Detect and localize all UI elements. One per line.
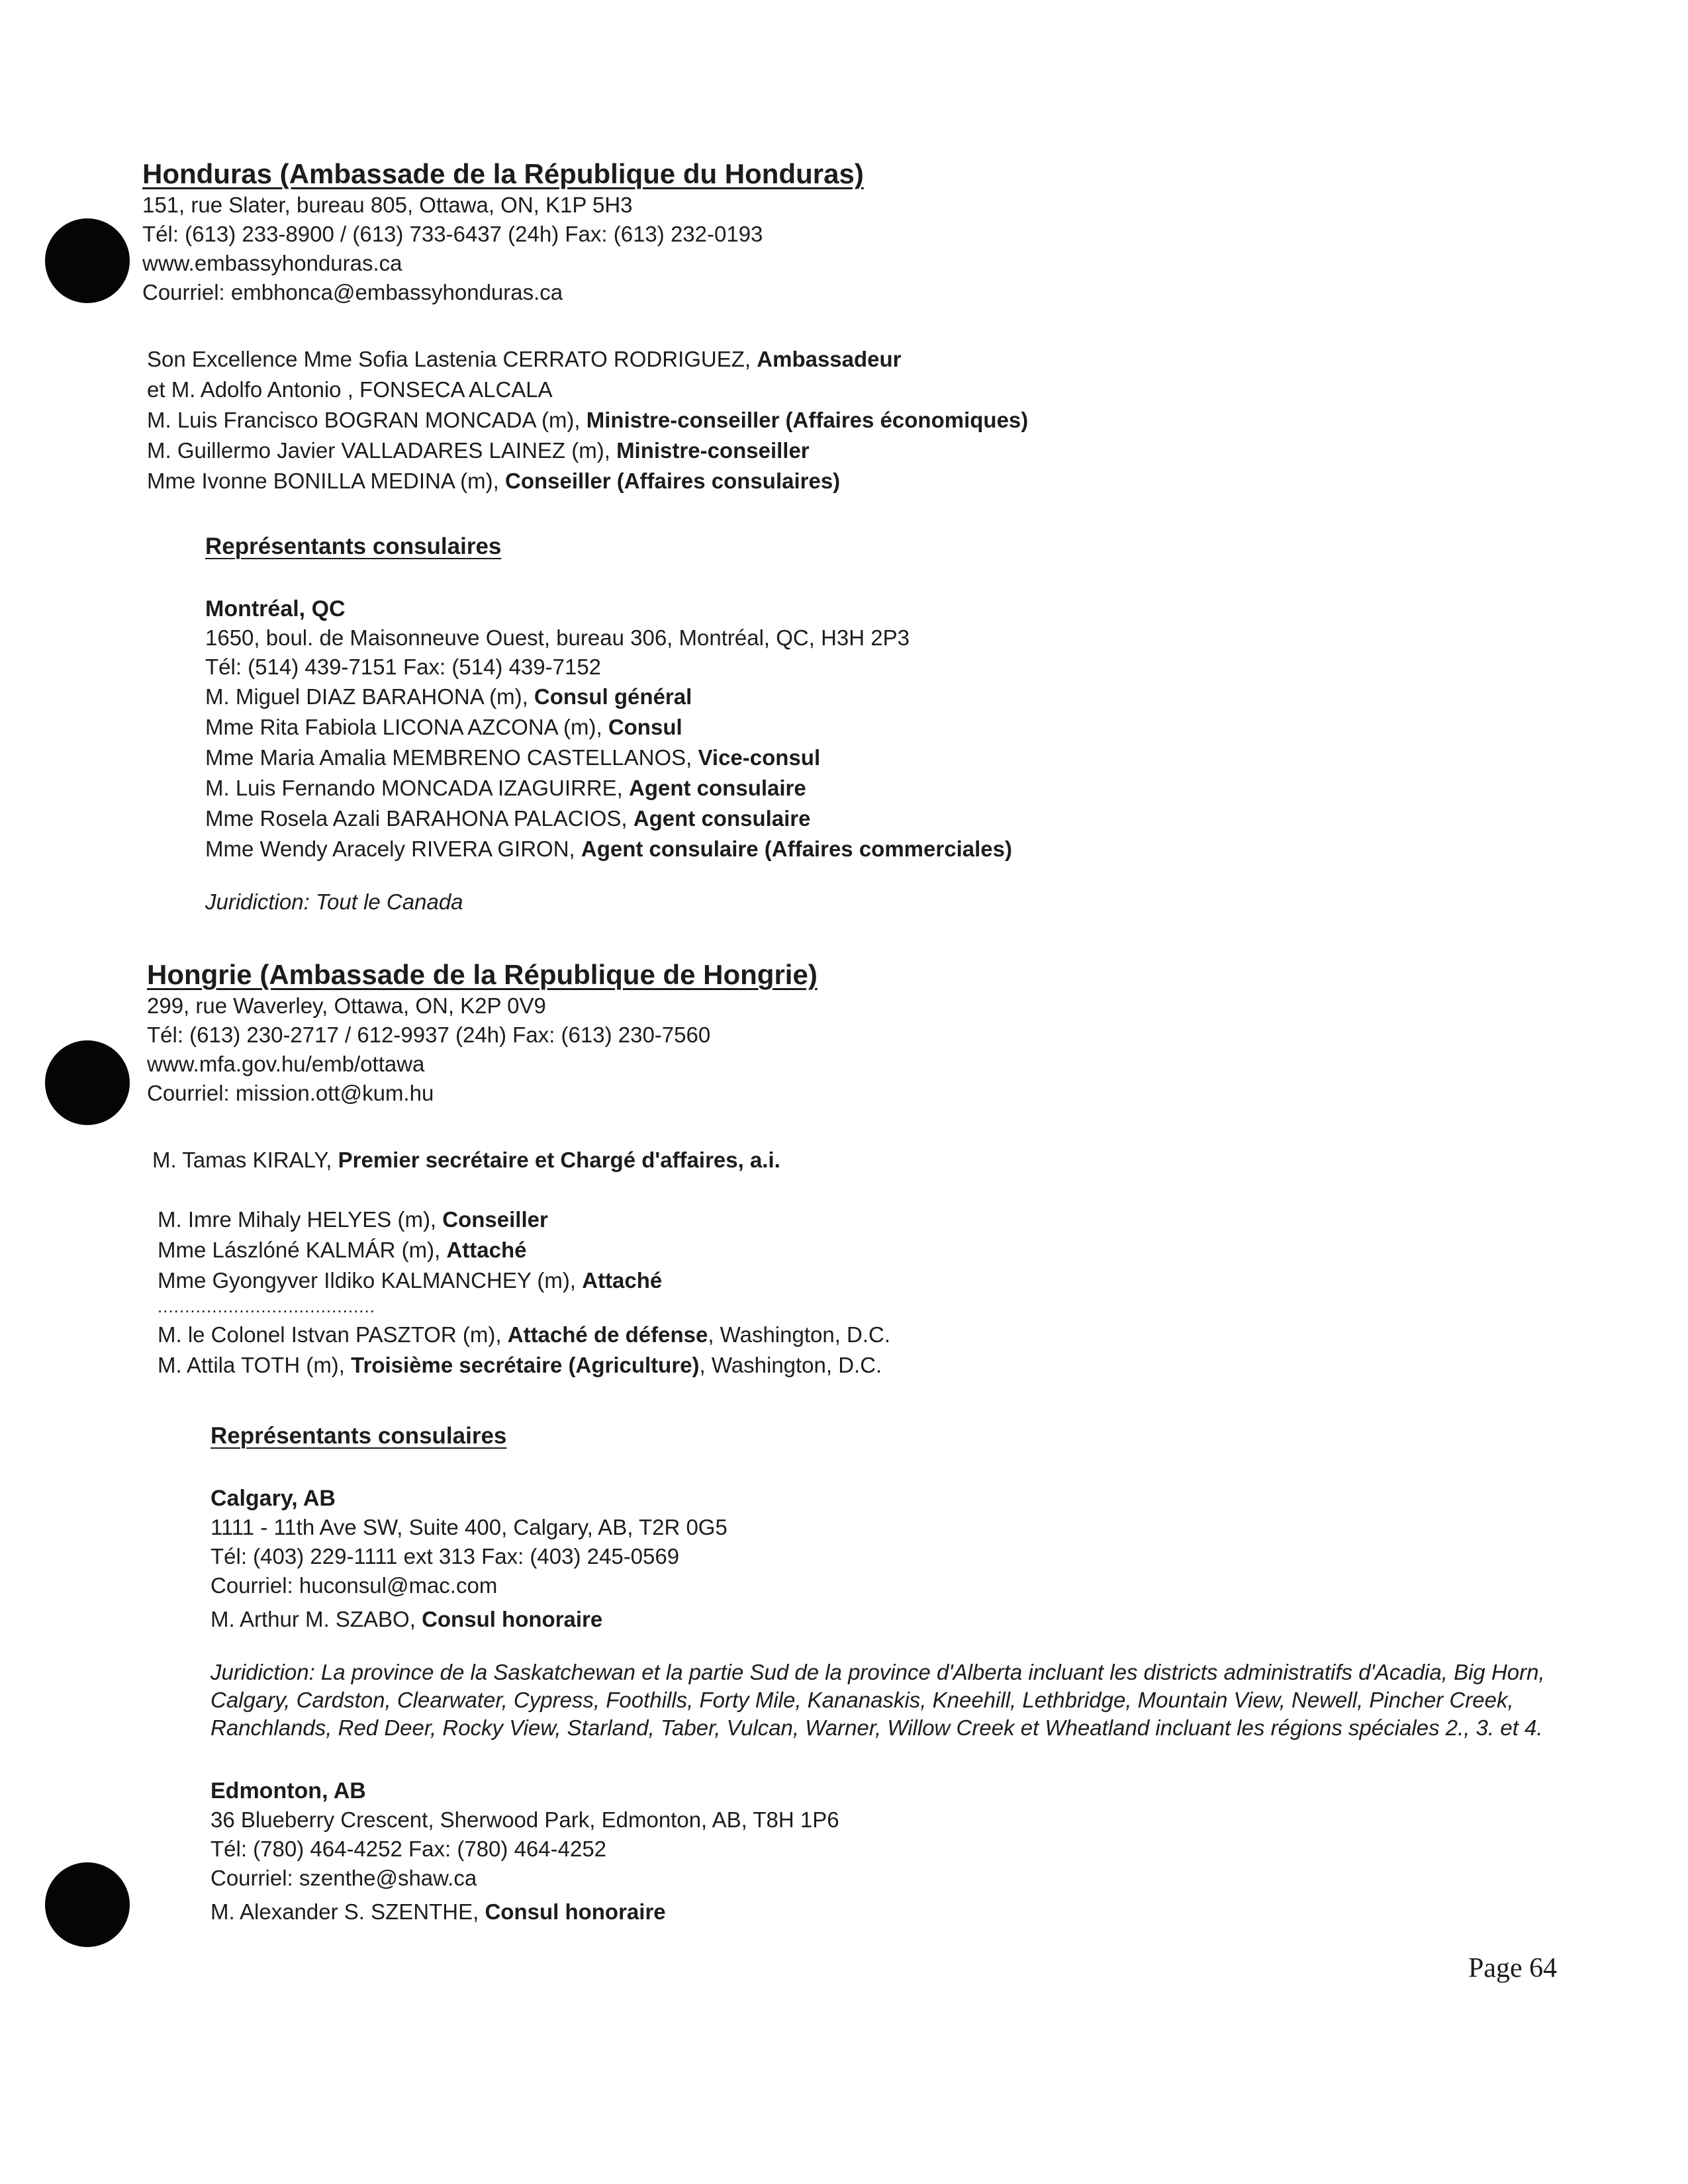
consulate-address: 36 Blueberry Crescent, Sherwood Park, Edmonton, AB, T8H 1P6 bbox=[211, 1807, 839, 1832]
consulate-address: 1650, boul. de Maisonneuve Ouest, bureau 306, Montréal, QC, H3H 2P3 bbox=[205, 625, 910, 650]
staff-entry bbox=[147, 435, 1028, 466]
staff-entry bbox=[147, 375, 1028, 405]
staff-title: Consul général bbox=[534, 684, 692, 709]
punch-hole-top bbox=[45, 218, 130, 303]
staff-entry bbox=[147, 466, 1028, 496]
staff-entry bbox=[205, 743, 1012, 773]
page-number: Page 64 bbox=[1468, 1953, 1558, 1983]
staff-entry bbox=[158, 1205, 890, 1235]
honduras-consular-section bbox=[205, 533, 1012, 916]
staff-name: M. Tamas KIRALY, bbox=[152, 1148, 338, 1172]
embassy-phone: Tél: (613) 233-8900 / (613) 733-6437 (24h) Fax: (613) 232-0193 bbox=[142, 222, 763, 246]
staff-title: Ministre-conseiller (Affaires économiques) bbox=[586, 408, 1029, 432]
staff-entry bbox=[211, 1604, 1554, 1635]
staff-entry bbox=[147, 405, 1028, 435]
consulate-email[interactable]: Courriel: szenthe@shaw.ca bbox=[211, 1866, 477, 1890]
staff-title: Consul honoraire bbox=[485, 1899, 666, 1924]
embassy-email[interactable]: Courriel: embhonca@embassyhonduras.ca bbox=[142, 280, 563, 304]
embassy-heading: Honduras (Ambassade de la République du Honduras) bbox=[142, 158, 864, 189]
staff-name: M. Imre Mihaly HELYES (m), bbox=[158, 1207, 443, 1232]
staff-title: Agent consulaire bbox=[629, 776, 806, 800]
staff-entry bbox=[158, 1350, 890, 1381]
consulate-address: 1111 - 11th Ave SW, Suite 400, Calgary, AB, T2R 0G5 bbox=[211, 1515, 727, 1539]
staff-name: M. le Colonel Istvan PASZTOR (m), bbox=[158, 1322, 508, 1347]
staff-name: Mme Maria Amalia MEMBRENO CASTELLANOS, bbox=[205, 745, 698, 770]
staff-entry bbox=[158, 1265, 890, 1296]
staff-name: M. Guillermo Javier VALLADARES LAINEZ (m), bbox=[147, 438, 617, 463]
consular-heading: Représentants consulaires bbox=[205, 533, 502, 559]
consulate-city: Calgary, AB bbox=[211, 1486, 336, 1511]
embassy-phone: Tél: (613) 230-2717 / 612-9937 (24h) Fax: (613) 230-7560 bbox=[147, 1023, 711, 1047]
staff-name: et M. Adolfo Antonio , FONSECA ALCALA bbox=[147, 377, 553, 402]
punch-hole-middle bbox=[45, 1040, 130, 1125]
jurisdiction-note: Juridiction: La province de la Saskatchewan et la partie Sud de la province d'Alberta incluant les districts administratifs d'Acadia, Big Horn, Calgary, Cardston, Clearwater, Cypress, Foothills, Forty Mile, Kananaskis, Kneehill, Lethbridge, Mountain View, Newell, Pincher Creek, Ranchlands, Red Deer, Rocky View, Starland, Taber, Vulcan, Warner, Willow Creek et Wheatland incluant les régions spéciales 2., 3. et 4. bbox=[211, 1660, 1545, 1740]
staff-name: Mme Gyongyver Ildiko KALMANCHEY (m), bbox=[158, 1268, 583, 1293]
staff-title: Conseiller bbox=[442, 1207, 548, 1232]
embassy-website[interactable]: www.embassyhonduras.ca bbox=[142, 251, 402, 275]
staff-name: Mme Rosela Azali BARAHONA PALACIOS, bbox=[205, 806, 633, 831]
staff-entry bbox=[158, 1320, 890, 1350]
staff-name: M. Miguel DIAZ BARAHONA (m), bbox=[205, 684, 534, 709]
staff-name: Son Excellence Mme Sofia Lastenia CERRATO RODRIGUEZ, bbox=[147, 347, 757, 371]
consular-heading: Représentants consulaires bbox=[211, 1423, 507, 1449]
staff-name: M. Luis Francisco BOGRAN MONCADA (m), bbox=[147, 408, 586, 432]
staff-entry bbox=[205, 834, 1012, 864]
consulate-phone: Tél: (780) 464-4252 Fax: (780) 464-4252 bbox=[211, 1837, 607, 1861]
consulate-phone: Tél: (403) 229-1111 ext 313 Fax: (403) 245-0569 bbox=[211, 1544, 680, 1569]
staff-name: Mme Lászlóné KALMÁR (m), bbox=[158, 1238, 447, 1262]
honduras-staff-list bbox=[147, 344, 1028, 496]
staff-name: Mme Rita Fabiola LICONA AZCONA (m), bbox=[205, 715, 608, 739]
staff-title: Attaché bbox=[582, 1268, 663, 1293]
staff-title: Ambassadeur bbox=[757, 347, 902, 371]
staff-name: M. Arthur M. SZABO, bbox=[211, 1607, 422, 1631]
consulate-phone: Tél: (514) 439-7151 Fax: (514) 439-7152 bbox=[205, 655, 602, 679]
staff-entry bbox=[211, 1897, 1554, 1927]
staff-entry bbox=[152, 1145, 780, 1175]
staff-title: Agent consulaire bbox=[633, 806, 811, 831]
hungary-staff-list bbox=[158, 1205, 890, 1381]
staff-entry bbox=[205, 773, 1012, 803]
embassy-heading: Hongrie (Ambassade de la République de Hongrie) bbox=[147, 959, 818, 990]
staff-title: Conseiller (Affaires consulaires) bbox=[505, 469, 841, 493]
staff-entry bbox=[205, 803, 1012, 834]
consulate-city: Montréal, QC bbox=[205, 596, 346, 621]
staff-title: Premier secrétaire et Chargé d'affaires, a.i. bbox=[338, 1148, 780, 1172]
staff-entry bbox=[158, 1235, 890, 1265]
staff-title: Attaché bbox=[446, 1238, 527, 1262]
staff-name: Mme Ivonne BONILLA MEDINA (m), bbox=[147, 469, 505, 493]
dotted-separator: ........................................ bbox=[158, 1297, 375, 1316]
staff-name: M. Luis Fernando MONCADA IZAGUIRRE, bbox=[205, 776, 630, 800]
staff-title: Ministre-conseiller bbox=[616, 438, 810, 463]
staff-entry bbox=[147, 344, 1028, 375]
staff-title: Agent consulaire (Affaires commerciales) bbox=[581, 837, 1012, 861]
embassy-address: 299, rue Waverley, Ottawa, ON, K2P 0V9 bbox=[147, 993, 546, 1018]
hungary-embassy bbox=[147, 958, 818, 1108]
staff-name: Mme Wendy Aracely RIVERA GIRON, bbox=[205, 837, 581, 861]
staff-title: Vice-consul bbox=[698, 745, 821, 770]
staff-entry bbox=[205, 712, 1012, 743]
honduras-embassy bbox=[142, 158, 864, 307]
jurisdiction-note: Juridiction: Tout le Canada bbox=[205, 889, 463, 914]
hungary-consular-section bbox=[211, 1423, 1554, 1927]
hungary-charge-daffaires bbox=[152, 1145, 780, 1175]
staff-title: Consul honoraire bbox=[422, 1607, 603, 1631]
staff-name: M. Alexander S. SZENTHE, bbox=[211, 1899, 485, 1924]
staff-title: Attaché de défense bbox=[507, 1322, 708, 1347]
staff-title: Consul bbox=[608, 715, 682, 739]
staff-entry bbox=[205, 682, 1012, 712]
consulate-email[interactable]: Courriel: huconsul@mac.com bbox=[211, 1573, 498, 1598]
staff-location: , Washington, D.C. bbox=[699, 1353, 882, 1377]
staff-title: Troisième secrétaire (Agriculture) bbox=[351, 1353, 700, 1377]
punch-hole-bottom bbox=[45, 1862, 130, 1947]
embassy-address: 151, rue Slater, bureau 805, Ottawa, ON, K1P 5H3 bbox=[142, 193, 633, 217]
staff-name: M. Attila TOTH (m), bbox=[158, 1353, 352, 1377]
staff-location: , Washington, D.C. bbox=[708, 1322, 891, 1347]
embassy-email[interactable]: Courriel: mission.ott@kum.hu bbox=[147, 1081, 434, 1105]
consulate-city: Edmonton, AB bbox=[211, 1778, 366, 1803]
embassy-website[interactable]: www.mfa.gov.hu/emb/ottawa bbox=[147, 1052, 425, 1076]
